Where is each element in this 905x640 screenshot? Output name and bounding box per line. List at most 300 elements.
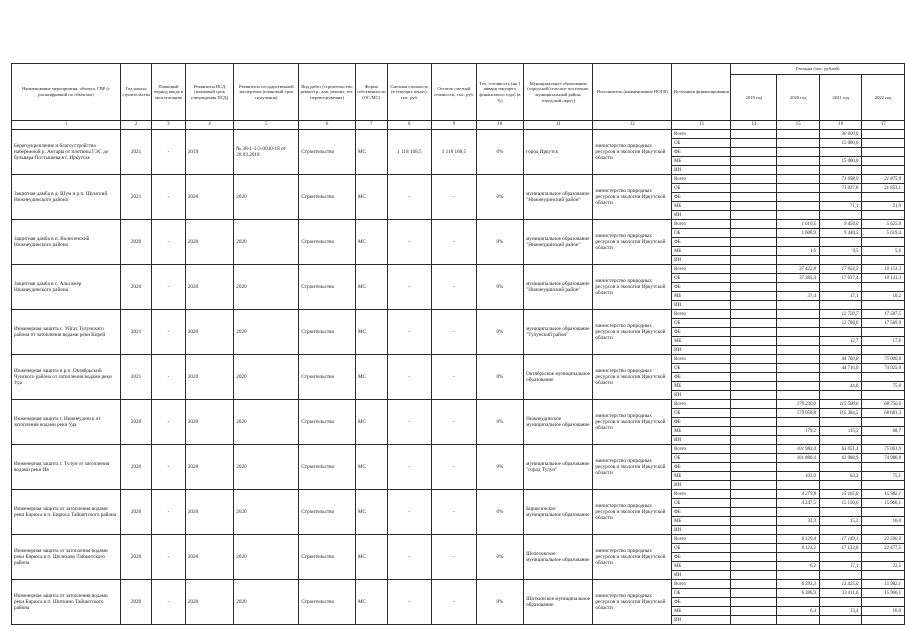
expense-amount xyxy=(777,202,820,211)
column-number-row xyxy=(12,121,905,130)
expense-amount xyxy=(731,238,777,247)
header-year-2020: 2020 год xyxy=(777,75,820,121)
expense-amount: 6,2 xyxy=(777,562,820,571)
readiness-percent: 0% xyxy=(476,355,523,400)
header-estimate: Сметная стоимость (в текущих ценах), тыс. руб. xyxy=(387,64,432,121)
expense-amount xyxy=(862,436,905,445)
expense-amount: 68 750,0 xyxy=(862,400,905,409)
expense-amount: 115,5 xyxy=(819,427,861,436)
expense-amount xyxy=(777,508,820,517)
expense-amount: 71 098,9 xyxy=(819,175,861,184)
funding-source-label: ФБ xyxy=(672,553,731,562)
funding-source-label: ФБ xyxy=(672,283,731,292)
readiness-percent: 0% xyxy=(476,580,523,625)
expense-amount: 44 760,8 xyxy=(819,355,861,364)
work-type: Строительство xyxy=(299,355,355,400)
expense-amount xyxy=(819,616,861,625)
expense-amount xyxy=(862,157,905,166)
expense-amount: 115 500,0 xyxy=(819,400,861,409)
ownership-form: МС xyxy=(355,445,387,490)
expense-amount xyxy=(731,571,777,580)
expense-amount xyxy=(731,373,777,382)
object-name: Защитная дамба в д. Шум и р.п. Шумский Нижнеудинского района xyxy=(12,175,121,220)
expense-amount xyxy=(731,211,777,220)
expense-amount xyxy=(731,310,777,319)
psd-date: 2020 xyxy=(185,445,233,490)
header-remainder: Остаток сметной стоимости, тыс. руб. xyxy=(432,64,477,121)
funding-source-label: Всего xyxy=(672,355,731,364)
expense-amount xyxy=(862,346,905,355)
expense-amount xyxy=(731,580,777,589)
header-sources: Источники финансирования xyxy=(672,64,731,121)
funding-source-label: МБ xyxy=(672,337,731,346)
expense-amount xyxy=(819,256,861,265)
funding-source-label: ИИ xyxy=(672,526,731,535)
expense-amount xyxy=(731,508,777,517)
expense-amount: 17 569,9 xyxy=(862,319,905,328)
expertise-details: 2020 xyxy=(234,220,299,265)
executor: министерство природных ресурсов и экологии Иркутской области xyxy=(593,310,672,355)
expense-amount xyxy=(819,211,861,220)
expense-amount: 179 050,8 xyxy=(777,409,820,418)
expense-amount: 12,7 xyxy=(819,337,861,346)
expense-amount: 15 966,1 xyxy=(862,499,905,508)
funding-source-label: МБ xyxy=(672,202,731,211)
planned-period: - xyxy=(151,445,185,490)
expense-amount xyxy=(731,607,777,616)
funding-source-label: ФБ xyxy=(672,418,731,427)
column-number: 12 xyxy=(593,121,672,130)
funding-source-label: ИИ xyxy=(672,481,731,490)
expense-amount xyxy=(777,310,820,319)
expense-amount xyxy=(731,166,777,175)
expense-amount xyxy=(731,202,777,211)
funding-source-label: ОБ xyxy=(672,544,731,553)
expense-amount xyxy=(777,256,820,265)
funding-source-label: Всего xyxy=(672,535,731,544)
psd-date: 2020 xyxy=(185,490,233,535)
work-type: Строительство xyxy=(299,445,355,490)
expense-amount xyxy=(862,148,905,157)
object-name: Берегоукрепление и благоустройство набережной р. Ангары от плотины ГЭС до бульвара Постышева в г. Иркутске xyxy=(12,130,121,175)
column-number: 7 xyxy=(355,121,387,130)
expense-amount xyxy=(862,571,905,580)
expertise-details: 2020 xyxy=(234,490,299,535)
expense-amount xyxy=(731,220,777,229)
planned-period: - xyxy=(151,130,185,175)
expertise-details: 2020 xyxy=(234,445,299,490)
year-start: 2020 xyxy=(121,400,152,445)
funding-source-label: ИИ xyxy=(672,571,731,580)
expense-amount: 1,6 xyxy=(777,247,820,256)
executor: министерство природных ресурсов и экологии Иркутской области xyxy=(593,445,672,490)
column-number: 3 xyxy=(151,121,185,130)
funding-source-label: ФБ xyxy=(672,508,731,517)
expense-amount: 10,2 xyxy=(862,292,905,301)
planned-period: - xyxy=(151,580,185,625)
expense-amount xyxy=(777,211,820,220)
expense-amount xyxy=(777,364,820,373)
municipality: муниципальное образование "Нижнеудинский район" xyxy=(524,175,593,220)
object-name: Инженерная защита г. Тулун от затопления водами реки Ия xyxy=(12,445,121,490)
expense-amount: 37,4 xyxy=(777,292,820,301)
readiness-percent: 0% xyxy=(476,490,523,535)
funding-source-label: ОБ xyxy=(672,409,731,418)
expense-amount xyxy=(731,229,777,238)
readiness-percent: 0% xyxy=(476,220,523,265)
expense-amount xyxy=(862,481,905,490)
expense-amount xyxy=(731,256,777,265)
column-number: 9 xyxy=(432,121,477,130)
psd-date: 2020 xyxy=(185,580,233,625)
expense-amount: 17 037,4 xyxy=(819,274,861,283)
ownership-form: МС xyxy=(355,310,387,355)
expense-amount xyxy=(731,301,777,310)
funding-source-label: ФБ xyxy=(672,328,731,337)
column-number: 8 xyxy=(387,121,432,130)
expense-amount: 75 000,0 xyxy=(862,355,905,364)
work-type: Строительство xyxy=(299,220,355,265)
expense-amount xyxy=(862,526,905,535)
planned-period: - xyxy=(151,400,185,445)
executor: министерство природных ресурсов и экологии Иркутской области xyxy=(593,265,672,310)
ownership-form: МС xyxy=(355,400,387,445)
expense-amount: 9 450,0 xyxy=(819,220,861,229)
expense-amount xyxy=(777,157,820,166)
expense-amount: 32,3 xyxy=(777,517,820,526)
expense-amount xyxy=(819,463,861,472)
year-start: 2021 xyxy=(121,130,152,175)
expense-amount: 21,9 xyxy=(862,202,905,211)
expense-amount: 13,4 xyxy=(819,607,861,616)
expense-amount xyxy=(777,391,820,400)
header-planned-period: Плановый период ввода в эксплуатацию xyxy=(151,64,185,121)
funding-source-label: ФБ xyxy=(672,463,731,472)
expense-amount: 179 230,0 xyxy=(777,400,820,409)
planned-period: - xyxy=(151,220,185,265)
readiness-percent: 0% xyxy=(476,175,523,220)
header-year-start: Год начала строительства xyxy=(121,64,152,121)
psd-date: 2020 xyxy=(185,265,233,310)
year-start: 2020 xyxy=(121,535,152,580)
expense-amount: 15 982,1 xyxy=(862,490,905,499)
estimate-cost: - xyxy=(387,445,432,490)
funding-source-label: ИИ xyxy=(672,391,731,400)
object-name: Защитная дамба в п. Волисенский Нижнеудинского района xyxy=(12,220,121,265)
ownership-form: МС xyxy=(355,580,387,625)
expense-amount: 68 681,3 xyxy=(862,409,905,418)
expense-amount: 6 386,9 xyxy=(777,589,820,598)
expense-amount xyxy=(819,571,861,580)
municipality: муниципальное образование "город Тулун" xyxy=(524,445,593,490)
expense-amount: 15 000,0 xyxy=(819,157,861,166)
expense-amount xyxy=(731,481,777,490)
funding-source-label: МБ xyxy=(672,382,731,391)
expense-amount: 75,1 xyxy=(862,472,905,481)
municipality: Бирюсинское муниципальное образование xyxy=(524,490,593,535)
column-number: 15 xyxy=(777,121,820,130)
funding-source-label: ОБ xyxy=(672,184,731,193)
funding-source-label: МБ xyxy=(672,247,731,256)
work-type: Строительство xyxy=(299,580,355,625)
expense-amount: 37 422,8 xyxy=(777,265,820,274)
expense-amount xyxy=(731,382,777,391)
planned-period: - xyxy=(151,535,185,580)
expense-amount xyxy=(731,562,777,571)
table-row xyxy=(12,445,905,454)
expense-amount: 17,6 xyxy=(862,337,905,346)
remainder-cost: - xyxy=(432,355,477,400)
expense-amount xyxy=(731,526,777,535)
expense-amount xyxy=(862,301,905,310)
expense-amount xyxy=(731,337,777,346)
expense-amount xyxy=(731,499,777,508)
expense-amount xyxy=(731,157,777,166)
expense-amount xyxy=(862,616,905,625)
expense-amount xyxy=(862,328,905,337)
executor: министерство природных ресурсов и экологии Иркутской области xyxy=(593,535,672,580)
expense-amount: 21 853,1 xyxy=(862,184,905,193)
work-type: Строительство xyxy=(299,310,355,355)
funding-source-label: МБ xyxy=(672,292,731,301)
readiness-percent: 0% xyxy=(476,535,523,580)
funding-source-label: МБ xyxy=(672,472,731,481)
expense-amount: 16,0 xyxy=(862,517,905,526)
funding-source-label: ОБ xyxy=(672,274,731,283)
column-number: 6 xyxy=(299,121,355,130)
estimate-cost: - xyxy=(387,400,432,445)
expense-amount xyxy=(862,283,905,292)
year-start: 2020 xyxy=(121,220,152,265)
expense-amount xyxy=(819,283,861,292)
readiness-percent: 0% xyxy=(476,445,523,490)
expense-amount xyxy=(819,391,861,400)
column-number: 5 xyxy=(234,121,299,130)
expense-amount xyxy=(777,175,820,184)
expense-amount: 22 477,5 xyxy=(862,544,905,553)
expense-amount xyxy=(862,391,905,400)
expense-amount xyxy=(731,517,777,526)
expense-amount xyxy=(731,193,777,202)
funding-source-label: Всего xyxy=(672,445,731,454)
expense-amount: 101 982,4 xyxy=(777,445,820,454)
psd-date: 2020 xyxy=(185,175,233,220)
header-psd: Реквизиты ПСД (плановый срок утверждения ПСД) xyxy=(185,64,233,121)
executor: министерство природных ресурсов и экологии Иркутской области xyxy=(593,490,672,535)
expense-amount xyxy=(862,418,905,427)
estimate-cost: - xyxy=(387,355,432,400)
object-name: Инженерная защита в р.п. Октябрьский Чунского района от затопления водами реки Уда xyxy=(12,355,121,400)
expense-amount: 15 150,6 xyxy=(819,499,861,508)
funding-source-label: ИИ xyxy=(672,256,731,265)
expense-amount xyxy=(731,175,777,184)
expense-amount xyxy=(731,544,777,553)
expense-amount: 12 708,0 xyxy=(819,319,861,328)
funding-source-label: ОБ xyxy=(672,589,731,598)
estimate-cost: - xyxy=(387,310,432,355)
capital-investments-table xyxy=(11,63,905,625)
funding-source-label: ОБ xyxy=(672,319,731,328)
table-row xyxy=(12,310,905,319)
header-name: Наименование мероприятия, объекта, ГВР (с расшифровкой по объектам) xyxy=(12,64,121,121)
expertise-details: 2020 xyxy=(234,310,299,355)
executor: министерство природных ресурсов и экологии Иркутской области xyxy=(593,580,672,625)
ownership-form: МС xyxy=(355,175,387,220)
expense-amount xyxy=(777,382,820,391)
expense-amount: 115 384,5 xyxy=(819,409,861,418)
readiness-percent: 0% xyxy=(476,130,523,175)
planned-period: - xyxy=(151,175,185,220)
expense-amount xyxy=(862,373,905,382)
table-row xyxy=(12,400,905,409)
planned-period: - xyxy=(151,265,185,310)
expense-amount xyxy=(731,355,777,364)
expertise-details: 2020 xyxy=(234,175,299,220)
remainder-cost: - xyxy=(432,490,477,535)
expense-amount xyxy=(731,130,777,139)
expense-amount: 6 123,2 xyxy=(777,544,820,553)
work-type: Строительство xyxy=(299,400,355,445)
object-name: Инженерная защита от затопления водами реки Бирюса в п. Шелехово Тайшетского района xyxy=(12,535,121,580)
funding-source-label: Всего xyxy=(672,400,731,409)
expense-amount: 5 619,4 xyxy=(862,229,905,238)
expense-amount xyxy=(731,409,777,418)
object-name: Инженерная защита с. Уйгат Тулунского района от затопления водами реки Кирей xyxy=(12,310,121,355)
funding-source-label: ОБ xyxy=(672,499,731,508)
expense-amount xyxy=(862,166,905,175)
ownership-form: МС xyxy=(355,355,387,400)
expense-amount xyxy=(777,553,820,562)
readiness-percent: 0% xyxy=(476,265,523,310)
expense-amount: 17,1 xyxy=(819,562,861,571)
expense-amount xyxy=(777,337,820,346)
ownership-form: МС xyxy=(355,535,387,580)
column-number: 2 xyxy=(121,121,152,130)
expense-amount: 10 151,3 xyxy=(862,265,905,274)
expense-amount xyxy=(731,247,777,256)
expense-amount: 5,6 xyxy=(862,247,905,256)
column-number: 17 xyxy=(862,121,905,130)
expense-amount xyxy=(777,481,820,490)
ownership-form: МС xyxy=(355,130,387,175)
expense-amount xyxy=(731,364,777,373)
funding-source-label: МБ xyxy=(672,562,731,571)
expense-amount: 102,0 xyxy=(777,472,820,481)
psd-date: 2019 xyxy=(185,130,233,175)
expense-amount: 17 054,5 xyxy=(819,265,861,274)
funding-source-label: ИИ xyxy=(672,211,731,220)
expense-amount xyxy=(862,598,905,607)
expense-amount xyxy=(777,616,820,625)
estimate-cost: 1 118 168,5 xyxy=(387,130,432,175)
expense-amount xyxy=(819,328,861,337)
expense-amount xyxy=(731,436,777,445)
expense-amount xyxy=(731,328,777,337)
table-row xyxy=(12,490,905,499)
expense-amount xyxy=(777,283,820,292)
psd-date: 2020 xyxy=(185,535,233,580)
table-row xyxy=(12,535,905,544)
executor: министерство природных ресурсов и экологии Иркутской области xyxy=(593,220,672,265)
funding-source-label: ИИ xyxy=(672,301,731,310)
expertise-details: 2020 xyxy=(234,355,299,400)
header-work-type: Вид работ (строительство, реконстр., кап. ремонт, тех. перевооружение) xyxy=(299,64,355,121)
expense-amount: 15,2 xyxy=(819,517,861,526)
expense-amount xyxy=(731,283,777,292)
expense-amount: 30 000,0 xyxy=(819,130,861,139)
expense-amount: 74 925,0 xyxy=(862,364,905,373)
expense-amount xyxy=(862,211,905,220)
estimate-cost: - xyxy=(387,490,432,535)
object-name: Инженерная защита г. Нижнеудинск от затопления водами реки Уда xyxy=(12,400,121,445)
municipality: Нижнеудинское муниципальное образование xyxy=(524,400,593,445)
expense-amount xyxy=(777,355,820,364)
funding-source-label: ОБ xyxy=(672,364,731,373)
expense-amount xyxy=(731,589,777,598)
funding-source-label: МБ xyxy=(672,157,731,166)
funding-source-label: Всего xyxy=(672,265,731,274)
expense-amount: 179,2 xyxy=(777,427,820,436)
executor: министерство природных ресурсов и экологии Иркутской области xyxy=(593,130,672,175)
expertise-details: 2020 xyxy=(234,580,299,625)
expense-amount: 75,0 xyxy=(862,382,905,391)
expense-amount: 44 716,0 xyxy=(819,364,861,373)
expense-amount xyxy=(731,274,777,283)
estimate-cost: - xyxy=(387,580,432,625)
expense-amount xyxy=(777,571,820,580)
planned-period: - xyxy=(151,310,185,355)
expense-amount xyxy=(819,166,861,175)
table-row xyxy=(12,580,905,589)
header-municipality: Муниципальное образование (городской/сельское поселение, муниципальный район, городской округ) xyxy=(524,64,593,121)
expense-amount xyxy=(731,148,777,157)
municipality: муниципальное образование "Тулунский район" xyxy=(524,310,593,355)
funding-source-label: ОБ xyxy=(672,454,731,463)
funding-source-label: ОБ xyxy=(672,229,731,238)
expense-amount xyxy=(731,139,777,148)
year-start: 2020 xyxy=(121,580,152,625)
expense-amount xyxy=(777,238,820,247)
funding-source-label: Всего xyxy=(672,490,731,499)
object-name: Инженерная защита от затопления водами реки Бирюса в п. Шиткино Тайшетского района xyxy=(12,580,121,625)
estimate-cost: - xyxy=(387,265,432,310)
funding-source-label: ФБ xyxy=(672,148,731,157)
psd-date: 2020 xyxy=(185,310,233,355)
expense-amount xyxy=(731,427,777,436)
funding-source-label: МБ xyxy=(672,607,731,616)
municipality: муниципальное образование "Нижнеудинский район" xyxy=(524,265,593,310)
planned-period: - xyxy=(151,355,185,400)
expense-amount: 15 966,1 xyxy=(862,589,905,598)
expense-amount xyxy=(731,391,777,400)
estimate-cost: - xyxy=(387,220,432,265)
year-start: 2020 xyxy=(121,265,152,310)
funding-source-label: ФБ xyxy=(672,193,731,202)
psd-date: 2020 xyxy=(185,220,233,265)
expense-amount xyxy=(819,598,861,607)
expertise-details: № 38-1-1-3-0030-18 от 28.03.2018 xyxy=(234,130,299,175)
year-start: 2020 xyxy=(121,490,152,535)
expense-amount: 17 149,1 xyxy=(819,535,861,544)
expense-amount xyxy=(777,193,820,202)
expense-amount xyxy=(819,553,861,562)
expense-amount: 44,8 xyxy=(819,382,861,391)
expertise-details: 2020 xyxy=(234,265,299,310)
readiness-percent: 0% xyxy=(476,310,523,355)
expense-amount xyxy=(731,616,777,625)
expense-amount xyxy=(862,139,905,148)
psd-date: 2020 xyxy=(185,355,233,400)
